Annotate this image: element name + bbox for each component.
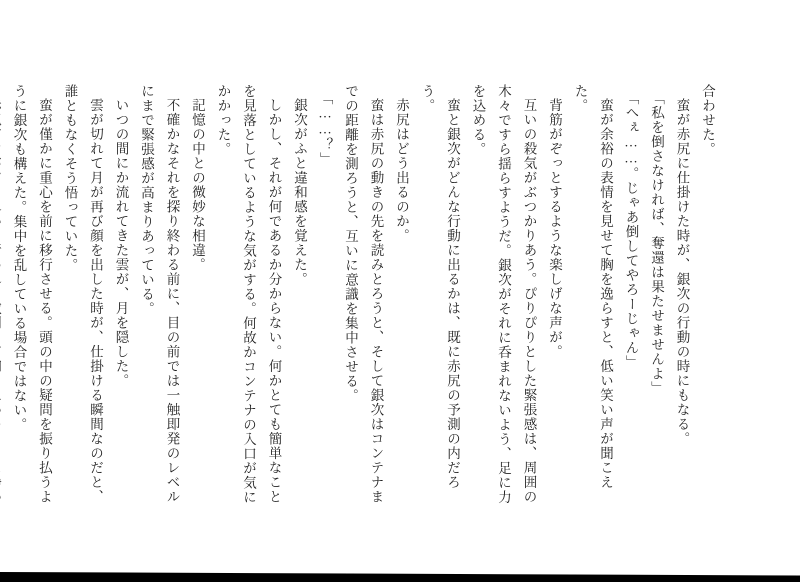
- paragraph-narrative: しかし、それが何であるか分からない。何かとても簡単なことを見落としているような気がする。何故かコンテナの入口が気にかかった。: [215, 84, 282, 505]
- paragraph-narrative: 赤尻はどう出るのか。: [394, 97, 409, 243]
- paragraph-narrative: 蛮が僅かに重心を前に移行させる。頭の中の疑問を振り払うように銀次も構えた。集中を乱している場合ではない。: [11, 84, 52, 504]
- paragraph-narrative: いつの間にか流れてきた雲が、月を隠した。: [113, 97, 129, 388]
- paragraph-dialogue: 「私を倒さなければ、奪還は果たせませんよ」: [649, 91, 664, 396]
- paragraph-narrative: 不確かなそれを探り終わる前に、目の前では一触即発のレベルにまで緊張感が高まりあっている。: [139, 84, 180, 504]
- paragraph-narrative: 蛮が余裕の表情を見せて胸を逸らすと、低い笑い声が聞こえた。: [572, 84, 613, 489]
- paragraph-dialogue: 「へぇ……。じゃあ倒してやろーじゃん」: [623, 91, 639, 370]
- paragraph-narrative: 蛮は赤尻の動きの先を読みとろうと、そして銀次はコンテナまでの距離を測ろうと、互いに意識を集中させる。: [343, 84, 384, 504]
- paragraph-narrative: 記憶の中との微妙な相違。: [190, 97, 205, 272]
- paragraph-narrative: 蛮と銀次がどんな行動に出るかは、既に赤尻の予測の内だろう。: [419, 84, 460, 489]
- paragraph-dialogue: 「……？」: [317, 91, 333, 167]
- paragraph-narrative: 銀次がふと違和感を覚えた。: [292, 97, 307, 286]
- paragraph-narrative: 背筋がぞっとするような楽しげな声が。: [547, 97, 562, 359]
- paragraph-continuation: 合わせた。: [700, 84, 715, 157]
- paragraph-narrative: 互いの殺気がぶつかりあう。ぴりぴりとした緊張感は、周囲の木々ですら揺らすようだ。銀次がそれに呑まれないよう、足に力を込める。: [470, 84, 537, 505]
- paragraph-narrative: [0, 84, 6, 510]
- vertical-text-block: [0, 84, 720, 510]
- scan-edge-bottom: [0, 572, 800, 582]
- paragraph-narrative: 雲が切れて月が再び顔を出した時が、仕掛ける瞬間なのだと、誰ともなくそう悟っていた。: [62, 84, 103, 504]
- paragraph-narrative: 蛮が赤尻に仕掛けた時が、銀次の行動の時にもなる。: [674, 97, 690, 446]
